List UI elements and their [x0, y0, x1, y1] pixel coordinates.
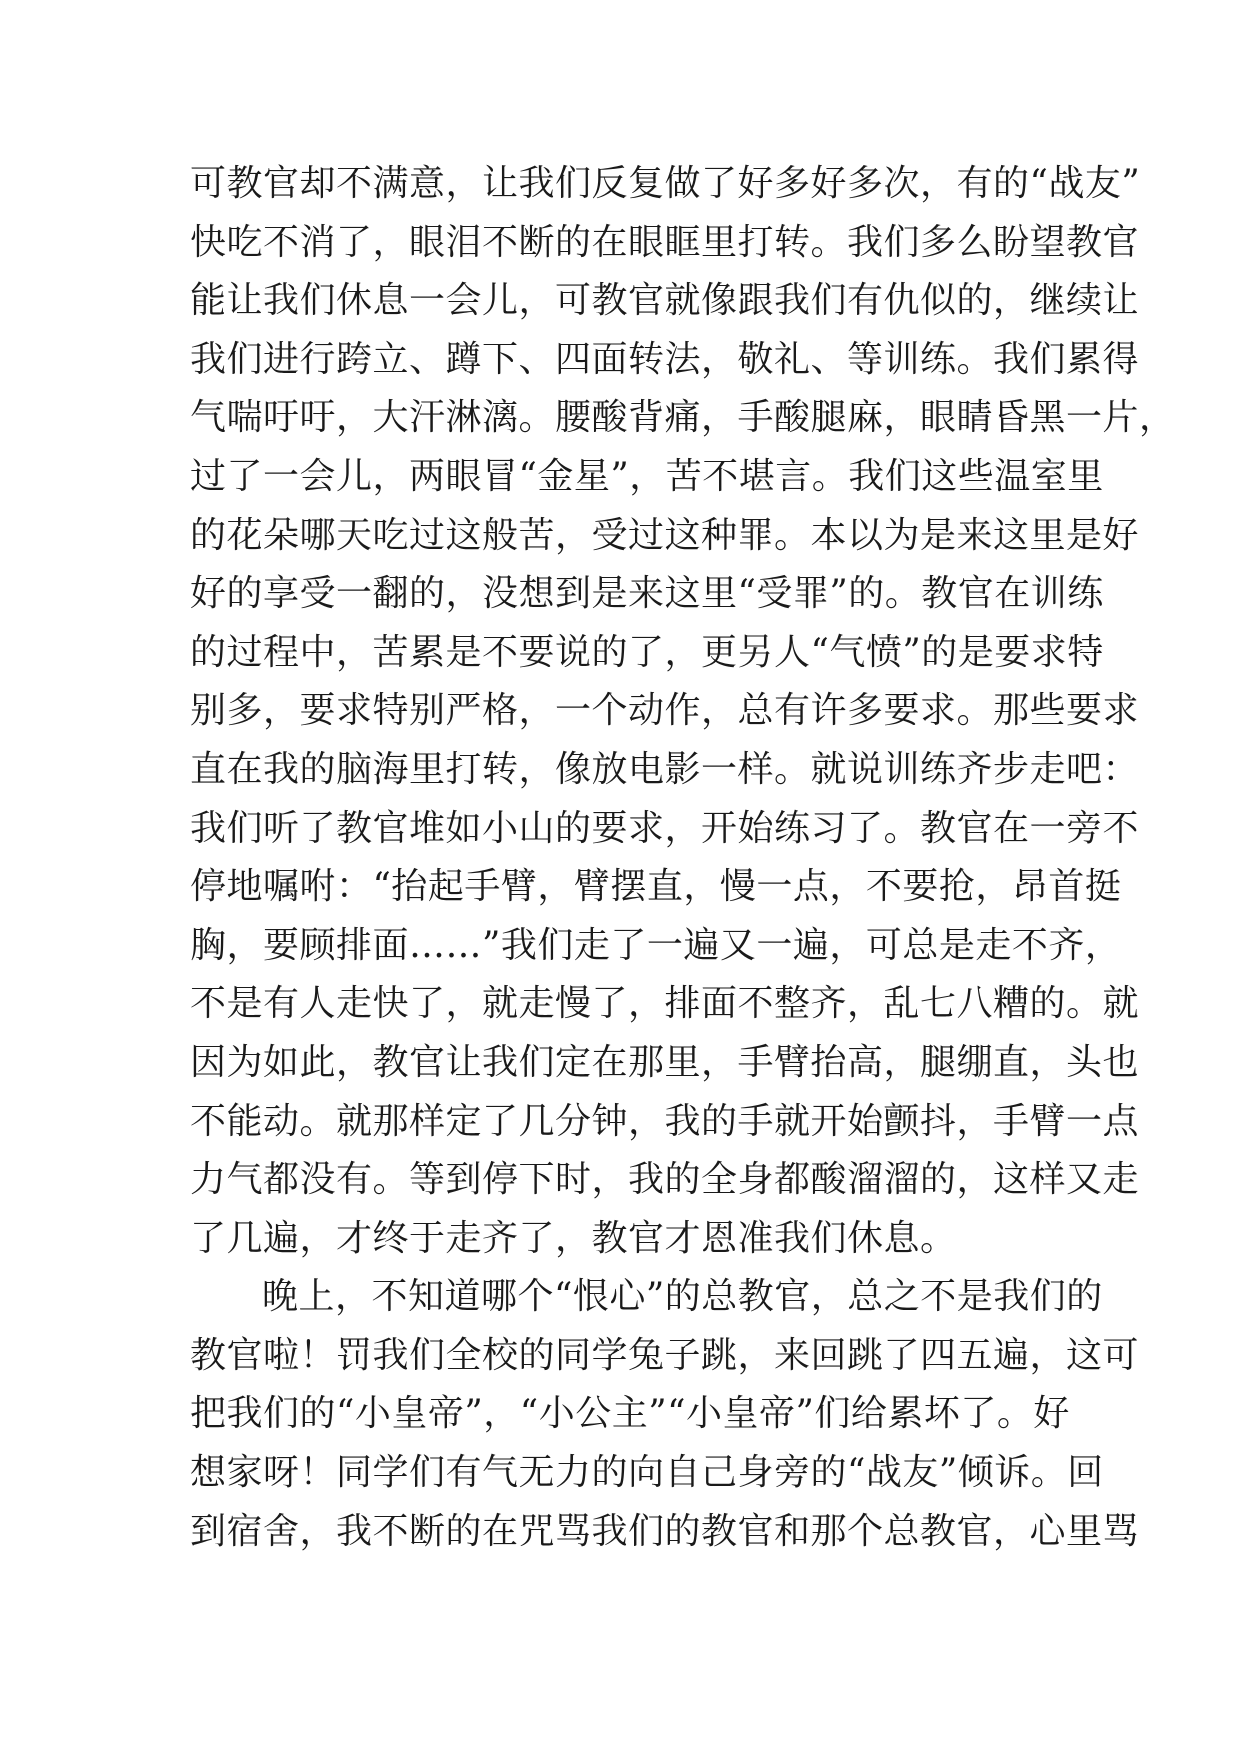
text-line: 气喘吁吁，大汗淋漓。腰酸背痛，手酸腿麻，眼睛昏黑一片， — [190, 397, 1176, 439]
text-line: 直在我的脑海里打转，像放电影一样。就说训练齐步走吧： — [190, 748, 1140, 790]
text-line: 教官啦！罚我们全校的同学兔子跳，来回跳了四五遍，这可 — [190, 1334, 1140, 1376]
text-line: 过了一会儿，两眼冒“金星”，苦不堪言。我们这些温室里 — [190, 455, 1104, 497]
text-line: 别多，要求特别严格，一个动作，总有许多要求。那些要求 — [190, 690, 1140, 732]
text-line: 能让我们休息一会儿，可教官就像跟我们有仇似的，继续让 — [190, 280, 1140, 322]
text-line: 了几遍，才终于走齐了，教官才恩准我们休息。 — [190, 1217, 957, 1259]
body-text — [190, 155, 1176, 1561]
text-line: 把我们的“小皇帝”，“小公主”“小皇帝”们给累坏了。好 — [190, 1393, 1070, 1435]
text-line: 的花朵哪天吃过这般苦，受过这种罪。本以为是来这里是好 — [190, 514, 1140, 556]
text-line: 的过程中，苦累是不要说的了，更另人“气愤”的是要求特 — [190, 631, 1104, 673]
text-line: 停地嘱咐：“抬起手臂，臂摆直，慢一点，不要抢，昂首挺 — [190, 866, 1122, 908]
text-line: 胸，要顾排面……”我们走了一遍又一遍，可总是走不齐， — [190, 924, 1122, 966]
text-line: 可教官却不满意，让我们反复做了好多好多次，有的“战友” — [190, 163, 1141, 204]
text-line: 我们进行跨立、蹲下、四面转法，敬礼、等训练。我们累得 — [190, 338, 1140, 380]
text-line: 快吃不消了，眼泪不断的在眼眶里打转。我们多么盼望教官 — [190, 221, 1140, 263]
text-line: 因为如此，教官让我们定在那里，手臂抬高，腿绷直，头也 — [190, 1041, 1140, 1083]
paragraph-start-line: 晚上，不知道哪个“恨心”的总教官，总之不是我们的 — [262, 1276, 1103, 1318]
text-line: 我们听了教官堆如小山的要求，开始练习了。教官在一旁不 — [190, 807, 1140, 849]
text-line: 力气都没有。等到停下时，我的全身都酸溜溜的，这样又走 — [190, 1159, 1140, 1201]
text-line: 想家呀！同学们有气无力的向自己身旁的“战友”倾诉。回 — [190, 1452, 1104, 1494]
text-line: 到宿舍，我不断的在咒骂我们的教官和那个总教官，心里骂 — [190, 1510, 1140, 1552]
text-line: 不是有人走快了，就走慢了，排面不整齐，乱七八糟的。就 — [190, 983, 1140, 1025]
text-line: 好的享受一翻的，没想到是来这里“受罪”的。教官在训练 — [190, 573, 1104, 615]
text-line: 不能动。就那样定了几分钟，我的手就开始颤抖，手臂一点 — [190, 1100, 1140, 1142]
